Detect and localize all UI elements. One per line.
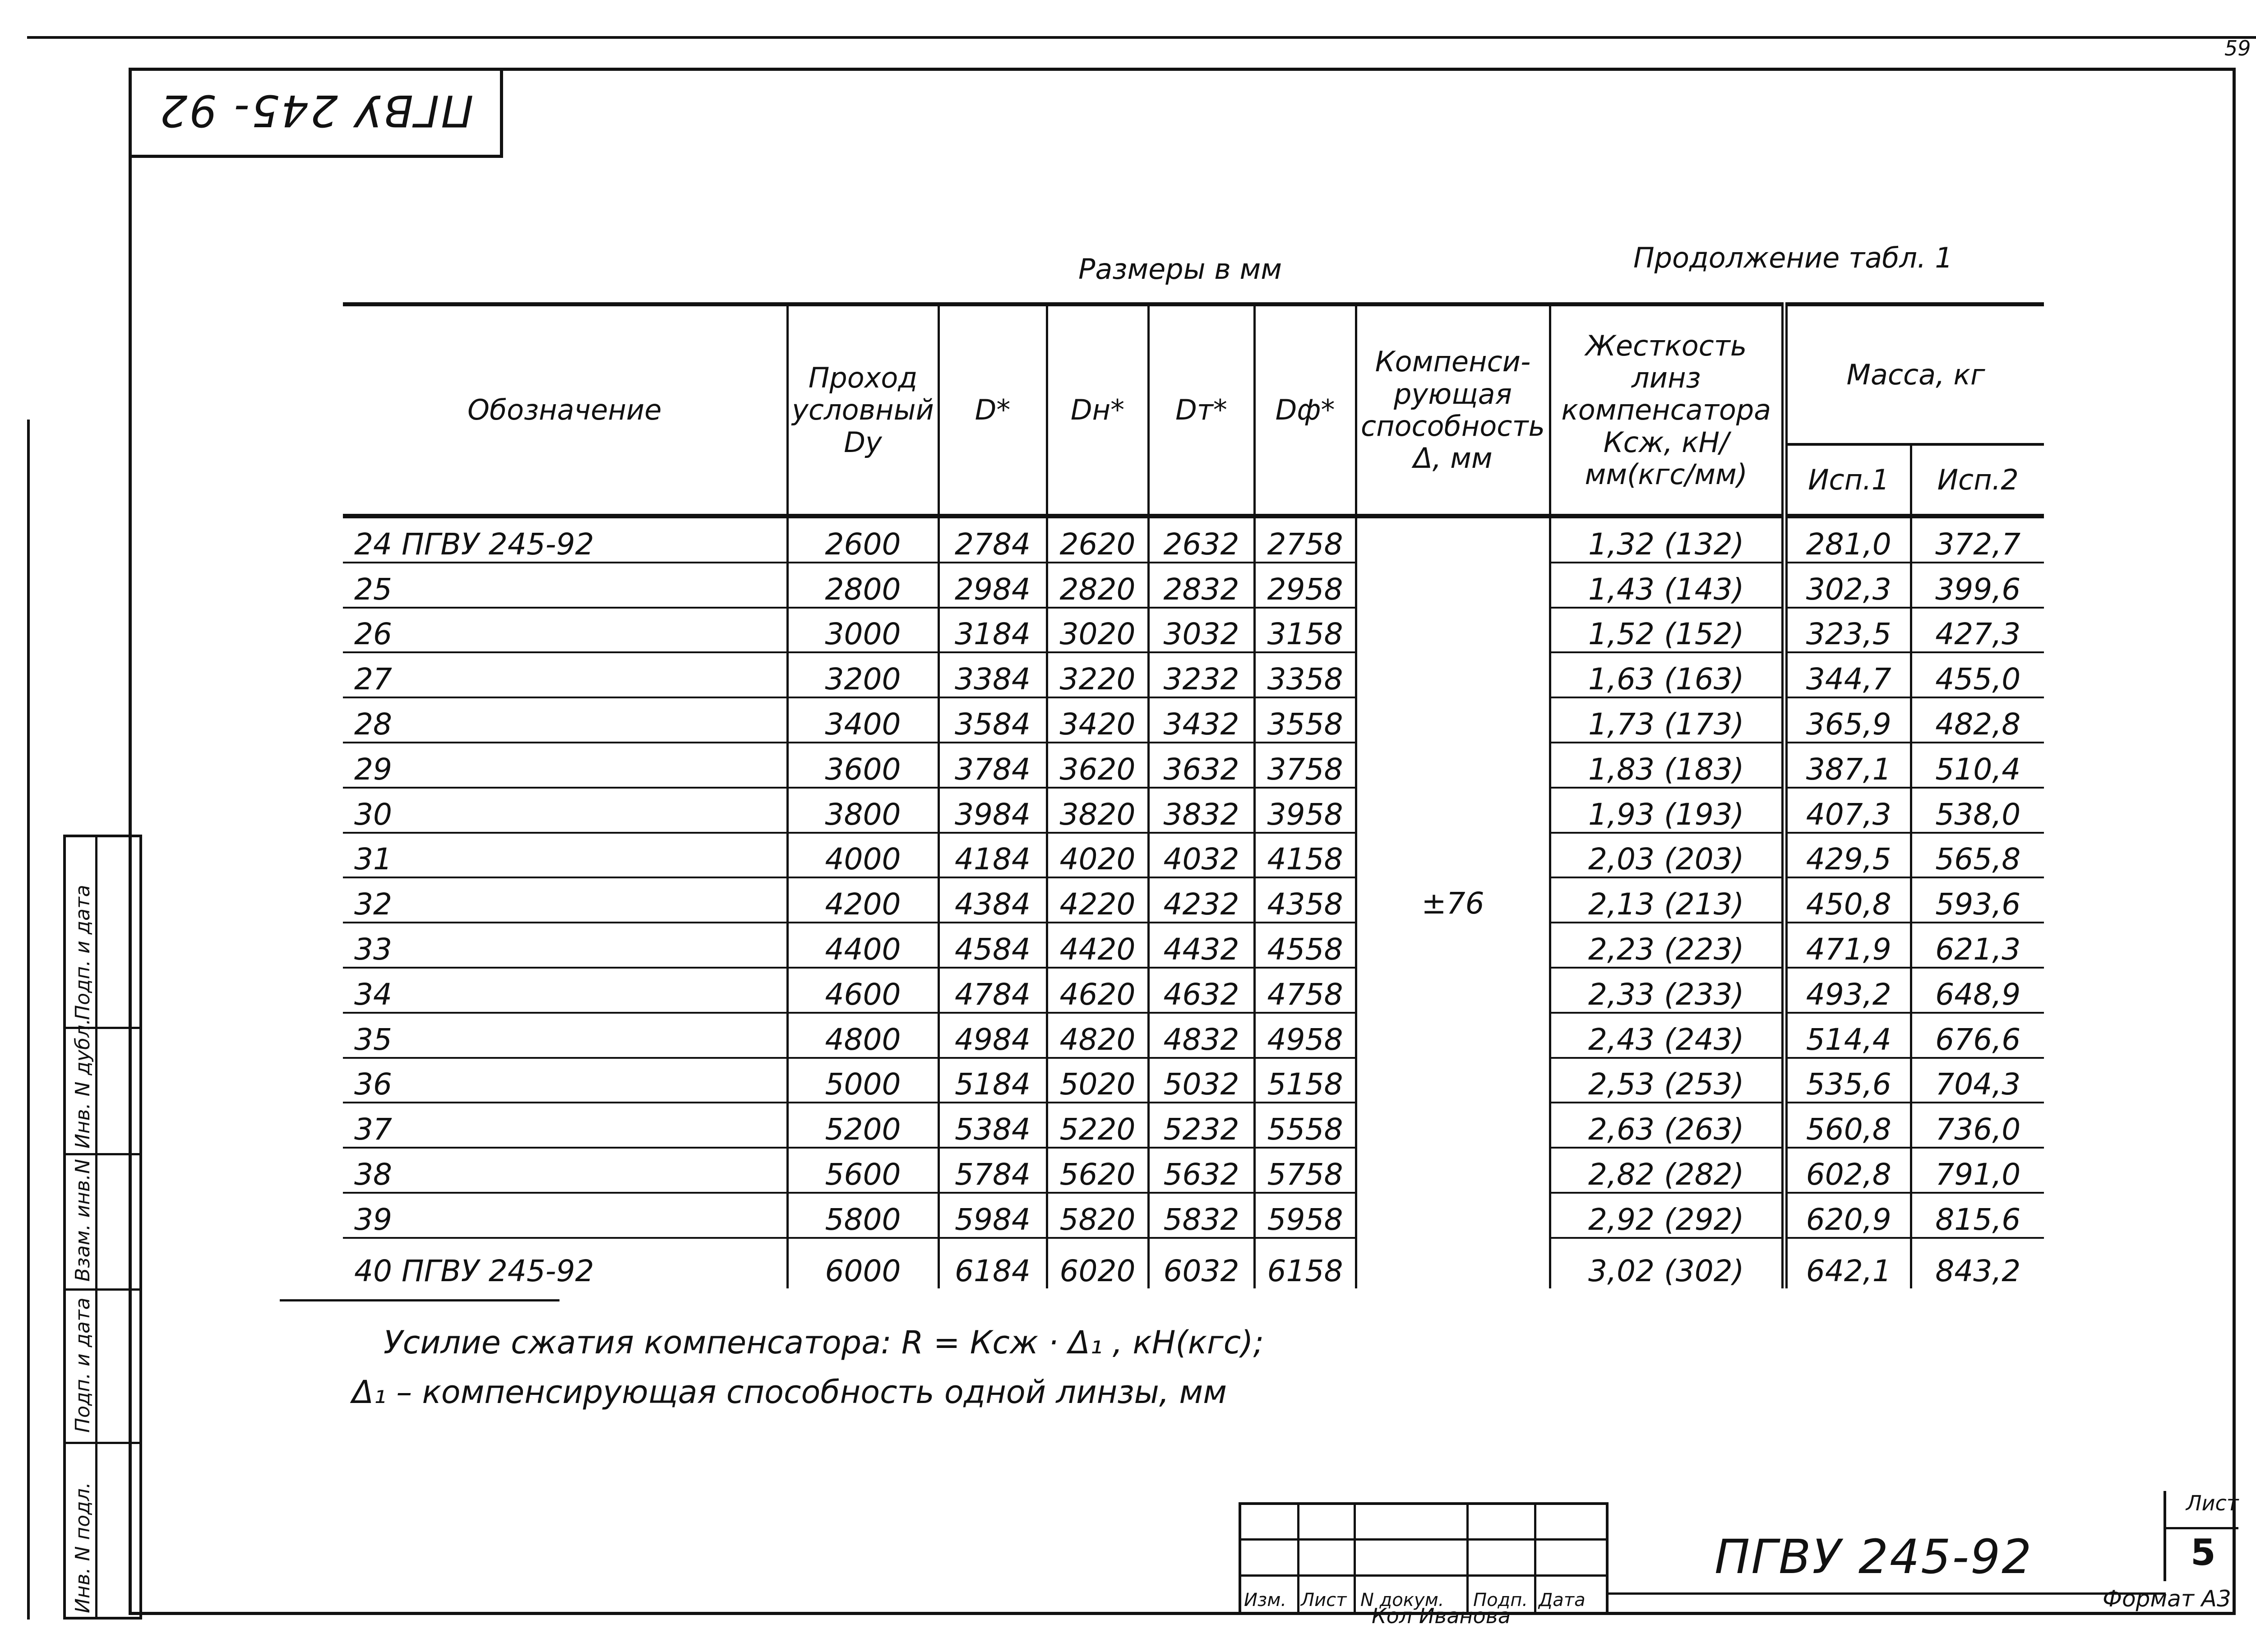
cell-dn: 2820 bbox=[1047, 563, 1148, 608]
table-row bbox=[343, 516, 2044, 563]
cell-designation: 27 bbox=[343, 652, 787, 697]
sheet-label: Лист bbox=[2186, 1491, 2239, 1515]
cell-stiffness: 2,92 (292) bbox=[1550, 1193, 1784, 1238]
cell-d: 3984 bbox=[938, 788, 1047, 833]
header-mass-v2: Исп.2 bbox=[1911, 444, 2044, 516]
cell-dy: 4600 bbox=[787, 968, 938, 1013]
header-mass-v1: Исп.1 bbox=[1784, 444, 1911, 516]
dimensions-table bbox=[343, 302, 2044, 1288]
cell-dn: 3420 bbox=[1047, 697, 1148, 743]
cell-df: 4158 bbox=[1254, 833, 1356, 878]
cell-dy: 5800 bbox=[787, 1193, 938, 1238]
cell-mass-v1: 471,9 bbox=[1784, 923, 1911, 968]
cell-mass-v2: 455,0 bbox=[1911, 652, 2044, 697]
cell-dt: 5232 bbox=[1148, 1103, 1254, 1148]
cell-d: 4584 bbox=[938, 923, 1047, 968]
cell-dt: 5832 bbox=[1148, 1193, 1254, 1238]
cell-d: 4984 bbox=[938, 1013, 1047, 1058]
cell-stiffness: 1,83 (183) bbox=[1550, 743, 1784, 788]
cell-dy: 5600 bbox=[787, 1148, 938, 1193]
cell-designation: 34 bbox=[343, 968, 787, 1013]
table-row bbox=[343, 743, 2044, 788]
cell-df: 3958 bbox=[1254, 788, 1356, 833]
header-d: D* bbox=[938, 305, 1047, 517]
cell-stiffness: 2,03 (203) bbox=[1550, 833, 1784, 878]
header-designation: Обозначение bbox=[343, 305, 787, 517]
cell-stiffness: 2,33 (233) bbox=[1550, 968, 1784, 1013]
cell-designation: 36 bbox=[343, 1058, 787, 1103]
cell-mass-v2: 593,6 bbox=[1911, 877, 2044, 923]
cell-dy: 2800 bbox=[787, 563, 938, 608]
col-label-change: Изм. bbox=[1244, 1590, 1287, 1610]
cell-dt: 4832 bbox=[1148, 1013, 1254, 1058]
cell-stiffness: 2,43 (243) bbox=[1550, 1013, 1784, 1058]
cell-mass-v1: 620,9 bbox=[1784, 1193, 1911, 1238]
cell-designation: 33 bbox=[343, 923, 787, 968]
cell-stiffness: 1,93 (193) bbox=[1550, 788, 1784, 833]
top-border-line bbox=[27, 36, 2256, 39]
sheet-number: 5 bbox=[2191, 1532, 2216, 1574]
cell-designation: 40 ПГВУ 245-92 bbox=[343, 1238, 787, 1288]
cell-df: 2758 bbox=[1254, 516, 1356, 563]
cell-mass-v2: 482,8 bbox=[1911, 697, 2044, 743]
note-rule bbox=[280, 1299, 559, 1301]
table-body bbox=[343, 516, 2044, 1288]
cell-mass-v2: 372,7 bbox=[1911, 516, 2044, 563]
col-label-signature: Подп. bbox=[1473, 1590, 1528, 1610]
cell-designation: 26 bbox=[343, 608, 787, 653]
cell-dt: 4632 bbox=[1148, 968, 1254, 1013]
cell-designation: 29 bbox=[343, 743, 787, 788]
developer-name: Кол Иванова bbox=[1372, 1604, 1511, 1628]
sheet-box-divider bbox=[2166, 1527, 2238, 1529]
cell-mass-v2: 704,3 bbox=[1911, 1058, 2044, 1103]
strip-label-sign-date-2: Подп. и дата bbox=[71, 885, 94, 1020]
cell-dt: 3832 bbox=[1148, 788, 1254, 833]
table-row bbox=[343, 652, 2044, 697]
cell-df: 3758 bbox=[1254, 743, 1356, 788]
cell-dy: 3000 bbox=[787, 608, 938, 653]
header-stiffness: Жесткость линз компенсатора Ксж, кН/мм(кгс/мм) bbox=[1550, 305, 1784, 517]
cell-stiffness: 2,82 (282) bbox=[1550, 1148, 1784, 1193]
cell-d: 5984 bbox=[938, 1193, 1047, 1238]
cell-d: 3584 bbox=[938, 697, 1047, 743]
table-row bbox=[343, 1103, 2044, 1148]
cell-d: 5384 bbox=[938, 1103, 1047, 1148]
header-mass: Масса, кг bbox=[1784, 305, 2044, 444]
grid-col-line bbox=[1466, 1502, 1469, 1615]
table-row bbox=[343, 788, 2044, 833]
header-dn: Dн* bbox=[1047, 305, 1148, 517]
header-compensating: Компенси- рующая способность Δ, мм bbox=[1356, 305, 1550, 517]
cell-stiffness: 1,52 (152) bbox=[1550, 608, 1784, 653]
cell-mass-v1: 281,0 bbox=[1784, 516, 1911, 563]
cell-mass-v2: 427,3 bbox=[1911, 608, 2044, 653]
cell-df: 5158 bbox=[1254, 1058, 1356, 1103]
cell-stiffness: 1,73 (173) bbox=[1550, 697, 1784, 743]
cell-mass-v2: 676,6 bbox=[1911, 1013, 2044, 1058]
note-force-formula: Усилие сжатия компенсатора: R = Ксж · Δ₁ , кН(кгс); bbox=[384, 1324, 1264, 1361]
cell-mass-v2: 736,0 bbox=[1911, 1103, 2044, 1148]
table-row bbox=[343, 968, 2044, 1013]
table-row bbox=[343, 1238, 2044, 1288]
table-row bbox=[343, 1148, 2044, 1193]
cell-df: 5958 bbox=[1254, 1193, 1356, 1238]
cell-dt: 4232 bbox=[1148, 877, 1254, 923]
cell-dt: 4032 bbox=[1148, 833, 1254, 878]
cell-dy: 2600 bbox=[787, 516, 938, 563]
cell-stiffness: 2,63 (263) bbox=[1550, 1103, 1784, 1148]
cell-stiffness: 3,02 (302) bbox=[1550, 1238, 1784, 1288]
strip-label-repl-inv: Взам. инв.N bbox=[71, 1159, 94, 1282]
strip-row-separator bbox=[66, 1442, 139, 1444]
strip-label-inv-dup: Инв. N дубл. bbox=[71, 1018, 94, 1149]
cell-designation: 32 bbox=[343, 877, 787, 923]
cell-dn: 2620 bbox=[1047, 516, 1148, 563]
cell-mass-v2: 538,0 bbox=[1911, 788, 2044, 833]
cell-mass-v1: 302,3 bbox=[1784, 563, 1911, 608]
cell-stiffness: 1,63 (163) bbox=[1550, 652, 1784, 697]
header-df: Dф* bbox=[1254, 305, 1356, 517]
cell-d: 4184 bbox=[938, 833, 1047, 878]
cell-mass-v1: 514,4 bbox=[1784, 1013, 1911, 1058]
grid-col-line bbox=[1354, 1502, 1356, 1615]
cell-dt: 4432 bbox=[1148, 923, 1254, 968]
cell-dy: 3800 bbox=[787, 788, 938, 833]
units-heading: Размеры в мм bbox=[1078, 253, 1282, 286]
cell-df: 3558 bbox=[1254, 697, 1356, 743]
cell-dt: 3432 bbox=[1148, 697, 1254, 743]
left-approval-strip bbox=[63, 835, 142, 1620]
cell-d: 3384 bbox=[938, 652, 1047, 697]
cell-d: 5784 bbox=[938, 1148, 1047, 1193]
cell-designation: 25 bbox=[343, 563, 787, 608]
table-row bbox=[343, 1013, 2044, 1058]
cell-mass-v2: 565,8 bbox=[1911, 833, 2044, 878]
col-label-doc-no: N докум. bbox=[1360, 1590, 1444, 1610]
cell-compensating: ±76 bbox=[1356, 516, 1550, 1288]
cell-df: 3158 bbox=[1254, 608, 1356, 653]
cell-dt: 5632 bbox=[1148, 1148, 1254, 1193]
grid-col-line bbox=[1297, 1502, 1299, 1615]
strip-divider bbox=[95, 837, 97, 1617]
cell-df: 4558 bbox=[1254, 923, 1356, 968]
cell-d: 2984 bbox=[938, 563, 1047, 608]
cell-designation: 37 bbox=[343, 1103, 787, 1148]
grid-row-line bbox=[1239, 1574, 1609, 1577]
cell-df: 3358 bbox=[1254, 652, 1356, 697]
paper-format: Формат А3 bbox=[2103, 1586, 2231, 1612]
cell-mass-v2: 791,0 bbox=[1911, 1148, 2044, 1193]
grid-col-line bbox=[1534, 1502, 1536, 1615]
title-block-rule bbox=[1606, 1592, 2166, 1595]
table-row bbox=[343, 697, 2044, 743]
strip-row-separator bbox=[66, 1153, 139, 1155]
cell-d: 6184 bbox=[938, 1238, 1047, 1288]
cell-mass-v1: 429,5 bbox=[1784, 833, 1911, 878]
strip-label-sign-date: Подп. и дата bbox=[71, 1297, 94, 1433]
cell-df: 2958 bbox=[1254, 563, 1356, 608]
cell-dy: 5000 bbox=[787, 1058, 938, 1103]
cell-stiffness: 2,13 (213) bbox=[1550, 877, 1784, 923]
table-row bbox=[343, 833, 2044, 878]
cell-df: 6158 bbox=[1254, 1238, 1356, 1288]
cell-mass-v1: 344,7 bbox=[1784, 652, 1911, 697]
cell-stiffness: 2,53 (253) bbox=[1550, 1058, 1784, 1103]
note-compensating-definition: Δ₁ – компенсирующая способность одной линзы, мм bbox=[352, 1374, 1227, 1411]
header-dt: Dт* bbox=[1148, 305, 1254, 517]
cell-mass-v1: 365,9 bbox=[1784, 697, 1911, 743]
header-nominal-bore: Проход условный Dy bbox=[787, 305, 938, 517]
cell-dt: 3632 bbox=[1148, 743, 1254, 788]
cell-stiffness: 1,32 (132) bbox=[1550, 516, 1784, 563]
cell-dt: 6032 bbox=[1148, 1238, 1254, 1288]
cell-d: 4784 bbox=[938, 968, 1047, 1013]
cell-dn: 4020 bbox=[1047, 833, 1148, 878]
cell-dt: 5032 bbox=[1148, 1058, 1254, 1103]
cell-mass-v1: 407,3 bbox=[1784, 788, 1911, 833]
cell-d: 3784 bbox=[938, 743, 1047, 788]
table-row bbox=[343, 877, 2044, 923]
cell-dn: 4420 bbox=[1047, 923, 1148, 968]
stamp-code: ПГВУ 245- 92 bbox=[158, 85, 474, 136]
page-corner-number: 59 bbox=[2224, 36, 2251, 60]
table-row bbox=[343, 563, 2044, 608]
cell-designation: 31 bbox=[343, 833, 787, 878]
document-code: ПГВУ 245-92 bbox=[1715, 1529, 2033, 1584]
cell-dn: 3620 bbox=[1047, 743, 1148, 788]
cell-dt: 3232 bbox=[1148, 652, 1254, 697]
cell-dy: 3400 bbox=[787, 697, 938, 743]
cell-stiffness: 2,23 (223) bbox=[1550, 923, 1784, 968]
cell-mass-v1: 493,2 bbox=[1784, 968, 1911, 1013]
cell-dy: 4000 bbox=[787, 833, 938, 878]
cell-df: 4958 bbox=[1254, 1013, 1356, 1058]
cell-mass-v1: 642,1 bbox=[1784, 1238, 1911, 1288]
cell-dy: 4200 bbox=[787, 877, 938, 923]
cell-d: 5184 bbox=[938, 1058, 1047, 1103]
strip-label-inv-orig: Инв. N подл. bbox=[71, 1482, 94, 1613]
cell-mass-v1: 602,8 bbox=[1784, 1148, 1911, 1193]
cell-dy: 6000 bbox=[787, 1238, 938, 1288]
cell-mass-v2: 510,4 bbox=[1911, 743, 2044, 788]
table-row bbox=[343, 923, 2044, 968]
table-row bbox=[343, 608, 2044, 653]
cell-df: 4758 bbox=[1254, 968, 1356, 1013]
cell-mass-v1: 535,6 bbox=[1784, 1058, 1911, 1103]
cell-dy: 4800 bbox=[787, 1013, 938, 1058]
cell-dn: 5020 bbox=[1047, 1058, 1148, 1103]
cell-mass-v2: 648,9 bbox=[1911, 968, 2044, 1013]
cell-dn: 4820 bbox=[1047, 1013, 1148, 1058]
cell-dn: 5620 bbox=[1047, 1148, 1148, 1193]
cell-designation: 24 ПГВУ 245-92 bbox=[343, 516, 787, 563]
cell-dn: 3220 bbox=[1047, 652, 1148, 697]
table-row bbox=[343, 1058, 2044, 1103]
cell-dn: 6020 bbox=[1047, 1238, 1148, 1288]
cell-mass-v2: 621,3 bbox=[1911, 923, 2044, 968]
cell-dn: 4220 bbox=[1047, 877, 1148, 923]
left-margin-line bbox=[27, 420, 30, 1620]
cell-dn: 5220 bbox=[1047, 1103, 1148, 1148]
strip-row-separator bbox=[66, 1288, 139, 1291]
cell-df: 5758 bbox=[1254, 1148, 1356, 1193]
continuation-heading: Продолжение табл. 1 bbox=[1633, 241, 1953, 274]
cell-mass-v2: 399,6 bbox=[1911, 563, 2044, 608]
cell-mass-v1: 323,5 bbox=[1784, 608, 1911, 653]
cell-d: 4384 bbox=[938, 877, 1047, 923]
cell-mass-v1: 450,8 bbox=[1784, 877, 1911, 923]
cell-df: 4358 bbox=[1254, 877, 1356, 923]
cell-dt: 2632 bbox=[1148, 516, 1254, 563]
cell-dt: 2832 bbox=[1148, 563, 1254, 608]
cell-designation: 38 bbox=[343, 1148, 787, 1193]
cell-dn: 3820 bbox=[1047, 788, 1148, 833]
cell-dn: 3020 bbox=[1047, 608, 1148, 653]
grid-row-line bbox=[1239, 1538, 1609, 1541]
cell-dy: 5200 bbox=[787, 1103, 938, 1148]
cell-dn: 5820 bbox=[1047, 1193, 1148, 1238]
cell-dy: 3200 bbox=[787, 652, 938, 697]
cell-stiffness: 1,43 (143) bbox=[1550, 563, 1784, 608]
cell-designation: 28 bbox=[343, 697, 787, 743]
cell-d: 3184 bbox=[938, 608, 1047, 653]
col-label-date: Дата bbox=[1539, 1590, 1586, 1610]
cell-mass-v2: 815,6 bbox=[1911, 1193, 2044, 1238]
col-label-sheet: Лист bbox=[1301, 1590, 1347, 1610]
cell-dy: 3600 bbox=[787, 743, 938, 788]
table-row bbox=[343, 1193, 2044, 1238]
cell-mass-v2: 843,2 bbox=[1911, 1238, 2044, 1288]
cell-dt: 3032 bbox=[1148, 608, 1254, 653]
cell-df: 5558 bbox=[1254, 1103, 1356, 1148]
cell-d: 2784 bbox=[938, 516, 1047, 563]
cell-designation: 35 bbox=[343, 1013, 787, 1058]
cell-dn: 4620 bbox=[1047, 968, 1148, 1013]
cell-designation: 39 bbox=[343, 1193, 787, 1238]
cell-dy: 4400 bbox=[787, 923, 938, 968]
cell-designation: 30 bbox=[343, 788, 787, 833]
cell-mass-v1: 560,8 bbox=[1784, 1103, 1911, 1148]
cell-mass-v1: 387,1 bbox=[1784, 743, 1911, 788]
